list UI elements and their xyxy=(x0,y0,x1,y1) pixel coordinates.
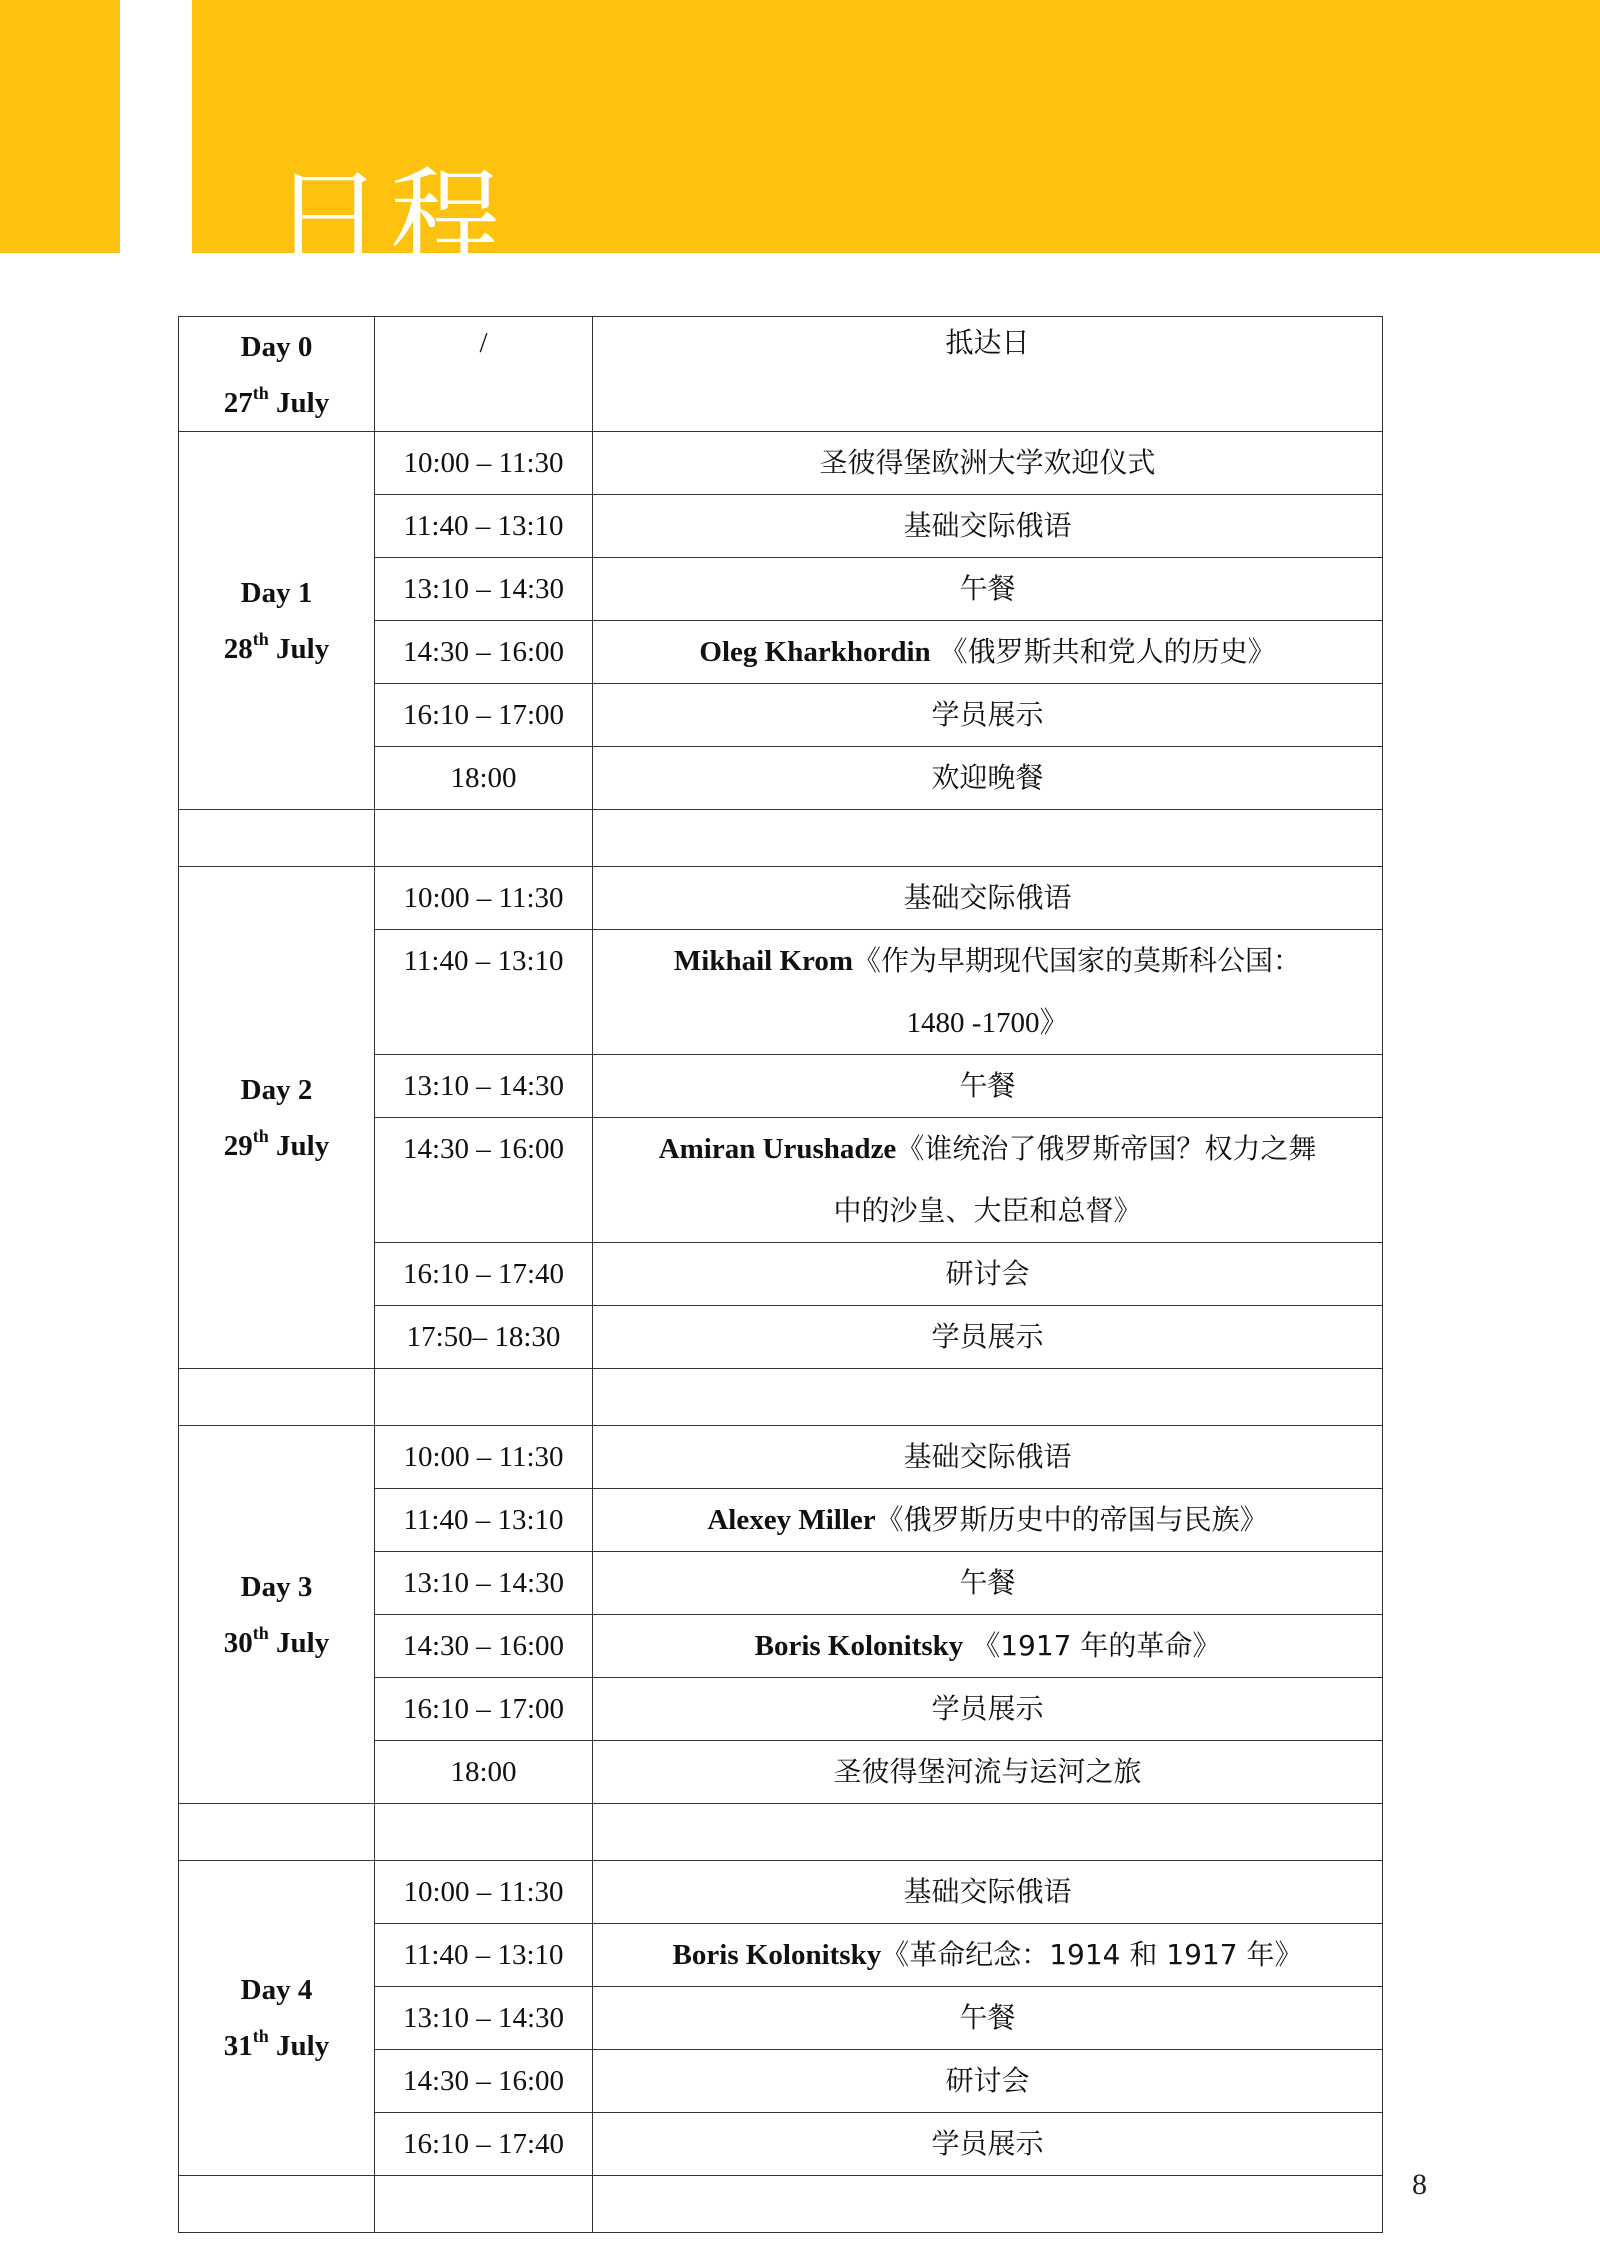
date-label: 31th July xyxy=(223,2026,330,2062)
lecture-title-line2: 1480 -1700》 xyxy=(906,1007,1069,1039)
speaker-name: Boris Kolonitsky xyxy=(672,1939,882,1971)
lecture-title: 《革命纪念：1914 和 1917 年》 xyxy=(881,1938,1303,1971)
lecture-title-line2: 中的沙皇、大臣和总督》 xyxy=(833,1194,1142,1227)
activity-cell xyxy=(593,1118,1383,1243)
day-label: Day 2 xyxy=(240,1073,313,1106)
time-cell: 14:30 – 16:00 xyxy=(375,621,593,684)
lecture-title: 《1917 年的革命》 xyxy=(963,1629,1221,1662)
time-cell: 16:10 – 17:00 xyxy=(375,684,593,747)
activity-cell: 圣彼得堡欧洲大学欢迎仪式 xyxy=(593,432,1383,495)
spacer-row xyxy=(179,810,1383,867)
header-banner xyxy=(0,0,1600,288)
day-label: Day 4 xyxy=(240,1974,313,2006)
time-cell: 11:40 – 13:10 xyxy=(375,930,593,1055)
activity-cell: 基础交际俄语 xyxy=(593,1861,1383,1924)
banner-accent-bar xyxy=(120,0,192,253)
speaker-name: Alexey Miller xyxy=(707,1504,876,1536)
table-row xyxy=(179,432,1383,495)
lecture-title: 《俄罗斯历史中的帝国与民族》 xyxy=(875,1503,1268,1536)
day-label: Day 3 xyxy=(240,1570,313,1603)
date-label: 27th July xyxy=(223,383,330,419)
date-label: 28th July xyxy=(223,628,330,665)
activity-cell: 欢迎晚餐 xyxy=(593,747,1383,810)
speaker-name: Amiran Urushadze xyxy=(658,1133,897,1165)
activity-cell xyxy=(593,621,1383,684)
spacer-row xyxy=(179,1804,1383,1861)
activity-cell xyxy=(593,1924,1383,1987)
time-cell: 16:10 – 17:00 xyxy=(375,1678,593,1741)
activity-cell: 午餐 xyxy=(593,558,1383,621)
date-label: 29th July xyxy=(223,1125,330,1162)
speaker-name: Mikhail Krom xyxy=(673,945,854,977)
time-cell: 13:10 – 14:30 xyxy=(375,1055,593,1118)
time-cell: 10:00 – 11:30 xyxy=(375,432,593,495)
activity-cell: 基础交际俄语 xyxy=(593,867,1383,930)
activity-cell: 学员展示 xyxy=(593,2113,1383,2176)
activity-cell xyxy=(593,930,1383,1055)
activity-cell: 午餐 xyxy=(593,1987,1383,2050)
lecture-title: 《谁统治了俄罗斯帝国？权力之舞 xyxy=(896,1132,1317,1165)
table-row xyxy=(179,1426,1383,1489)
activity-cell: 抵达日 xyxy=(593,317,1383,432)
table-row xyxy=(179,1861,1383,1924)
day-cell xyxy=(179,1426,375,1804)
time-cell: 18:00 xyxy=(375,1741,593,1804)
activity-cell: 学员展示 xyxy=(593,684,1383,747)
page-title: 日程 xyxy=(272,157,508,288)
activity-cell: 研讨会 xyxy=(593,2050,1383,2113)
time-cell: 10:00 – 11:30 xyxy=(375,1861,593,1924)
page-number: 8 xyxy=(1412,2168,1427,2201)
activity-cell: 圣彼得堡河流与运河之旅 xyxy=(593,1741,1383,1804)
time-cell: 14:30 – 16:00 xyxy=(375,1118,593,1243)
time-cell: 16:10 – 17:40 xyxy=(375,2113,593,2176)
activity-cell: 研讨会 xyxy=(593,1243,1383,1306)
time-cell: 14:30 – 16:00 xyxy=(375,2050,593,2113)
time-cell: 10:00 – 11:30 xyxy=(375,1426,593,1489)
time-cell: 10:00 – 11:30 xyxy=(375,867,593,930)
time-cell: 13:10 – 14:30 xyxy=(375,1987,593,2050)
time-cell: 11:40 – 13:10 xyxy=(375,1924,593,1987)
time-cell: 14:30 – 16:00 xyxy=(375,1615,593,1678)
spacer-row xyxy=(179,1369,1383,1426)
time-cell: 11:40 – 13:10 xyxy=(375,495,593,558)
activity-cell xyxy=(593,1615,1383,1678)
speaker-name: Boris Kolonitsky xyxy=(754,1630,964,1662)
activity-cell: 午餐 xyxy=(593,1552,1383,1615)
activity-cell: 基础交际俄语 xyxy=(593,1426,1383,1489)
activity-cell: 学员展示 xyxy=(593,1306,1383,1369)
time-cell: 16:10 – 17:40 xyxy=(375,1243,593,1306)
activity-cell xyxy=(593,1489,1383,1552)
table-row xyxy=(179,317,1383,432)
date-label: 30th July xyxy=(223,1622,330,1659)
day-cell xyxy=(179,867,375,1369)
day-cell xyxy=(179,317,375,432)
speaker-name: Oleg Kharkhordin xyxy=(699,636,931,668)
activity-cell: 基础交际俄语 xyxy=(593,495,1383,558)
time-cell: 18:00 xyxy=(375,747,593,810)
time-cell: 17:50– 18:30 xyxy=(375,1306,593,1369)
lecture-title: 《俄罗斯共和党人的历史》 xyxy=(930,635,1276,668)
lecture-title: 《作为早期现代国家的莫斯科公国： xyxy=(853,944,1302,977)
table-row xyxy=(179,867,1383,930)
schedule-table xyxy=(178,316,1383,2233)
day-label: Day 1 xyxy=(240,576,313,609)
activity-cell: 午餐 xyxy=(593,1055,1383,1118)
day-label: Day 0 xyxy=(240,331,313,363)
time-cell: 13:10 – 14:30 xyxy=(375,1552,593,1615)
day-cell xyxy=(179,432,375,810)
time-cell: 13:10 – 14:30 xyxy=(375,558,593,621)
day-cell xyxy=(179,1861,375,2176)
activity-cell: 学员展示 xyxy=(593,1678,1383,1741)
time-cell: / xyxy=(375,317,593,432)
time-cell: 11:40 – 13:10 xyxy=(375,1489,593,1552)
spacer-row xyxy=(179,2176,1383,2233)
